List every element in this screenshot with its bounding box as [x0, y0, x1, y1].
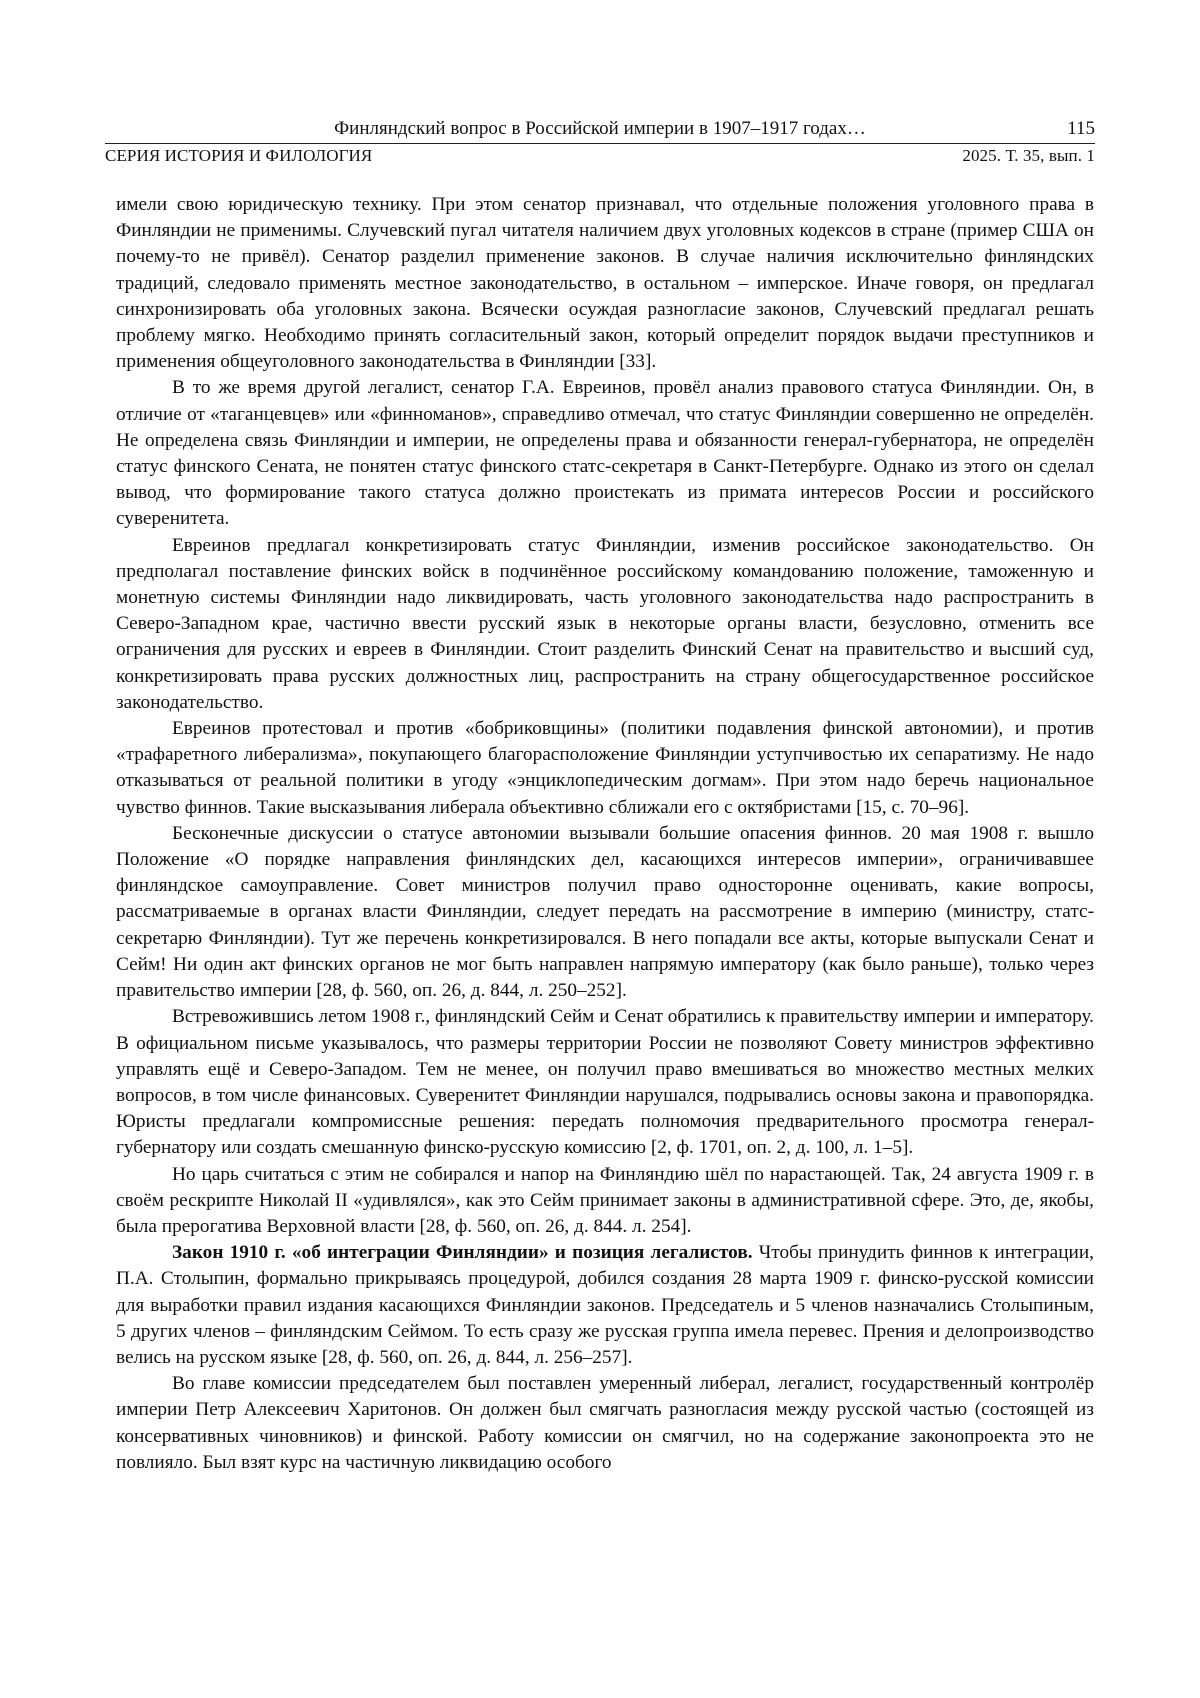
paragraph-1: [116, 192, 1094, 375]
running-header: [105, 118, 1095, 166]
article-running-title: Финляндский вопрос в Российской империи в 1907–1917 годах…: [105, 118, 1095, 140]
article-body: [116, 192, 1094, 1476]
paragraph-6: [116, 1004, 1094, 1161]
paragraph-text: Евреинов протестовал и против «бобриковщины» (политики подавления финской автономии), и против «трафаретного либерализма», покупающего благорасположение Финляндии уступчивостью их сепаратизму. Не надо отказываться от реальной политики в угоду «энциклопедическим догмам». При этом надо беречь национальное чувство финнов. Такие высказывания либерала объективно сближали его с октябристами [15, с. 70–96].: [116, 718, 1094, 818]
paragraph-text: Бесконечные дискуссии о статусе автономии вызывали большие опасения финнов. 20 мая 1908 г. вышло Положение «О порядке направления финляндских дел, касающихся интересов империи», ограничивавшее финляндское самоуправление. Совет министров получил право односторонне оценивать, какие вопросы, рассматриваемые в органах власти Финляндии, следует передать на рассмотрение в империю (министру, статс-секретарю Финляндии). Тут же перечень конкретизировался. В него попадали все акты, которые выпускали Сенат и Сейм! Ни один акт финских органов не мог быть направлен напрямую императору (как было раньше), только через правительство империи [28, ф. 560, оп. 26, д. 844, л. 250–252].: [116, 823, 1094, 1001]
header-title-row: [105, 118, 1095, 142]
paragraph-3: [116, 533, 1094, 716]
document-page: [0, 0, 1200, 1698]
section-heading-inline: Закон 1910 г. «об интеграции Финляндии» и позиция легалистов.: [172, 1242, 753, 1263]
paragraph-text: В то же время другой легалист, сенатор Г.А. Евреинов, провёл анализ правового статуса Финляндии. Он, в отличие от «таганцевцев» или «финноманов», справедливо отмечал, что статус Финляндии совершенно не определён. Не определена связь Финляндии и империи, не определены права и обязанности генерал-губернатора, не определён статус финского Сената, не понятен статус финского статс-секретаря в Санкт-Петербурге. Однако из этого он сделал вывод, что формирование такого статуса должно проистекать из примата интересов России и российского суверенитета.: [116, 377, 1094, 529]
paragraph-text: Чтобы принудить финнов к интеграции, П.А. Столыпин, формально прикрываясь процедурой, добился создания 28 марта 1909 г. финско-русской комиссии для выработки правил издания касающихся Финляндии законов. Председатель и 5 членов назначались Столыпиным, 5 других членов – финляндским Сеймом. То есть сразу же русская группа имела перевес. Прения и делопроизводство велись на русском языке [28, ф. 560, оп. 26, д. 844, л. 256–257].: [116, 1242, 1094, 1368]
journal-series: СЕРИЯ ИСТОРИЯ И ФИЛОЛОГИЯ: [105, 146, 372, 166]
page-number: 115: [1067, 118, 1095, 140]
paragraph-text: Но царь считаться с этим не собирался и напор на Финляндию шёл по нарастающей. Так, 24 августа 1909 г. в своём рескрипте Николай II «удивлялся», как это Сейм принимает законы в административной сфере. Это, де, якобы, была прерогатива Верховной власти [28, ф. 560, оп. 26, д. 844. л. 254].: [116, 1164, 1094, 1237]
paragraph-2: [116, 375, 1094, 532]
paragraph-text: имели свою юридическую технику. При этом сенатор признавал, что отдельные положения уголовного права в Финляндии не применимы. Случевский пугал читателя наличием двух уголовных кодексов в стране (пример США он почему-то не привёл). Сенатор разделил применение законов. В случае наличия исключительно финляндских традиций, следовало применять местное законодательство, в остальном – имперское. Иначе говоря, он предлагал синхронизировать оба уголовных закона. Всячески осуждая разногласие законов, Случевский предлагал решать проблему мягко. Необходимо принять согласительный закон, который определит порядок выдачи преступников и применения общеуголовного законодательства в Финляндии [33].: [116, 194, 1094, 372]
paragraph-text: Во главе комиссии председателем был поставлен умеренный либерал, легалист, государственный контролёр империи Петр Алексеевич Харитонов. Он должен был смягчать разногласия между русской частью (состоящей из консервативных чиновников) и финской. Работу комиссии он смягчил, но на содержание законопроекта это не повлияло. Был взят курс на частичную ликвидацию особого: [116, 1373, 1094, 1473]
journal-volume: 2025. Т. 35, вып. 1: [962, 146, 1095, 166]
paragraph-9: [116, 1371, 1094, 1476]
paragraph-5: [116, 821, 1094, 1004]
paragraph-8: [116, 1240, 1094, 1371]
paragraph-text: Встревожившись летом 1908 г., финляндский Сейм и Сенат обратились к правительству империи и императору. В официальном письме указывалось, что размеры территории России не позволяют Совету министров эффективно управлять ещё и Северо-Западом. Тем не менее, он получил право вмешиваться во множество местных мелких вопросов, в том числе финансовых. Суверенитет Финляндии нарушался, подрывались основы закона и правопорядка. Юристы предлагали компромиссные решения: передать полномочия предварительного просмотра генерал-губернатору или создать смешанную финско-русскую комиссию [2, ф. 1701, оп. 2, д. 100, л. 1–5].: [116, 1006, 1094, 1158]
paragraph-4: [116, 716, 1094, 821]
header-rule: [105, 143, 1095, 144]
header-series-row: [105, 146, 1095, 166]
paragraph-7: [116, 1162, 1094, 1241]
paragraph-text: Евреинов предлагал конкретизировать статус Финляндии, изменив российское законодательство. Он предполагал поставление финских войск в подчинённое российскому командованию положение, таможенную и монетную системы Финляндии надо ликвидировать, часть уголовного законодательства надо распространить в Северо-Западном крае, частично ввести русский язык в некоторые органы власти, безусловно, отменить все ограничения для русских и евреев в Финляндии. Стоит разделить Финский Сенат на правительство и высший суд, конкретизировать права русских должностных лиц, распространить на страну общегосударственное российское законодательство.: [116, 535, 1094, 713]
